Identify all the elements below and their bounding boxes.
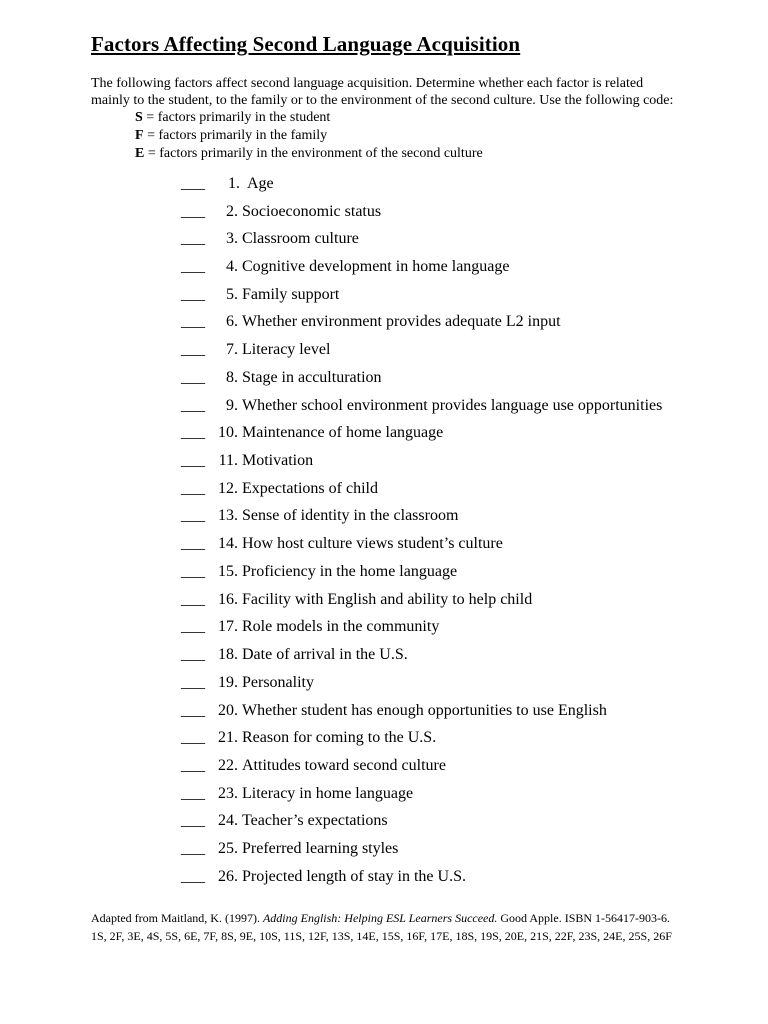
item-label: Preferred learning styles bbox=[242, 840, 399, 858]
code-environment bbox=[135, 145, 483, 163]
item-label: Stage in acculturation bbox=[242, 368, 382, 386]
item-label: Whether environment provides adequate L2 input bbox=[242, 313, 561, 331]
item-number: 8. bbox=[226, 368, 238, 386]
answer-blank[interactable]: ___ bbox=[181, 479, 205, 497]
citation-prefix: Adapted from Maitland, K. (1997). bbox=[91, 911, 263, 925]
list-item bbox=[181, 752, 662, 780]
list-item bbox=[181, 336, 662, 364]
list-item bbox=[181, 419, 662, 447]
answer-blank[interactable]: ___ bbox=[181, 341, 205, 359]
list-item bbox=[181, 198, 662, 226]
code-description: = factors primarily in the family bbox=[143, 128, 328, 143]
item-number: 25. bbox=[218, 840, 238, 858]
citation-title: Adding English: Helping ESL Learners Succeed. bbox=[262, 911, 498, 925]
item-number: 1. bbox=[228, 174, 240, 192]
code-description: = factors primarily in the student bbox=[142, 110, 331, 125]
item-label: Whether school environment provides language use opportunities bbox=[242, 396, 663, 414]
list-item bbox=[181, 586, 662, 614]
item-label: Motivation bbox=[242, 452, 314, 470]
item-number: 15. bbox=[218, 562, 238, 580]
answer-key: 1S, 2F, 3E, 4S, 5S, 6E, 7F, 8S, 9E, 10S, 11S, 12F, 13S, 14E, 15S, 16F, 17E, 18S, 19S, 20E, 21S, 22F, 23S, 24E, 25S, 26F bbox=[91, 929, 672, 943]
item-label: Facility with English and ability to help child bbox=[242, 590, 533, 608]
list-item bbox=[181, 614, 662, 642]
page-title: Factors Affecting Second Language Acquisition bbox=[91, 32, 521, 56]
answer-blank[interactable]: ___ bbox=[181, 756, 205, 774]
item-number: 13. bbox=[218, 507, 238, 525]
citation bbox=[91, 909, 672, 927]
answer-blank[interactable]: ___ bbox=[181, 840, 205, 858]
answer-blank[interactable]: ___ bbox=[181, 535, 205, 553]
footer bbox=[91, 909, 672, 945]
item-number: 22. bbox=[218, 756, 238, 774]
code-letter: F bbox=[135, 128, 144, 143]
item-label: Reason for coming to the U.S. bbox=[242, 729, 437, 747]
answer-blank[interactable]: ___ bbox=[181, 729, 205, 747]
code-family bbox=[135, 127, 483, 145]
item-label: Socioeconomic status bbox=[242, 202, 382, 220]
list-item bbox=[181, 309, 662, 337]
answer-blank[interactable]: ___ bbox=[181, 396, 205, 414]
list-item bbox=[181, 724, 662, 752]
item-label: Whether student has enough opportunities to use English bbox=[242, 701, 607, 719]
list-item bbox=[181, 863, 662, 891]
citation-suffix: Good Apple. ISBN 1-56417-903-6. bbox=[497, 911, 671, 925]
list-item bbox=[181, 503, 662, 531]
answer-blank[interactable]: ___ bbox=[181, 562, 205, 580]
list-item bbox=[181, 170, 662, 198]
item-number: 17. bbox=[218, 618, 238, 636]
item-label: Age bbox=[247, 174, 274, 192]
answer-blank[interactable]: ___ bbox=[181, 673, 205, 691]
list-item bbox=[181, 475, 662, 503]
code-description: = factors primarily in the environment of the second culture bbox=[144, 146, 483, 161]
answer-blank[interactable]: ___ bbox=[181, 174, 205, 192]
item-number: 26. bbox=[218, 867, 238, 885]
item-number: 4. bbox=[226, 258, 238, 276]
item-number: 16. bbox=[218, 590, 238, 608]
instructions-line-1: The following factors affect second language acquisition. Determine whether each factor is related bbox=[91, 76, 644, 91]
instructions-line-2: mainly to the student, to the family or to the environment of the second culture. Use the following code: bbox=[91, 93, 674, 108]
item-label: Personality bbox=[242, 673, 314, 691]
item-label: Attitudes toward second culture bbox=[242, 756, 446, 774]
code-letter: S bbox=[135, 110, 143, 125]
item-number: 23. bbox=[218, 784, 238, 802]
item-label: Expectations of child bbox=[242, 479, 378, 497]
list-item bbox=[181, 225, 662, 253]
item-number: 6. bbox=[226, 313, 238, 331]
answer-blank[interactable]: ___ bbox=[181, 230, 205, 248]
answer-blank[interactable]: ___ bbox=[181, 313, 205, 331]
item-number: 5. bbox=[226, 285, 238, 303]
code-legend bbox=[135, 109, 483, 163]
item-label: Literacy in home language bbox=[242, 784, 414, 802]
factor-list bbox=[181, 170, 662, 891]
list-item bbox=[181, 641, 662, 669]
item-number: 24. bbox=[218, 812, 238, 830]
item-number: 14. bbox=[218, 535, 238, 553]
answer-blank[interactable]: ___ bbox=[181, 507, 205, 525]
list-item bbox=[181, 669, 662, 697]
answer-blank[interactable]: ___ bbox=[181, 368, 205, 386]
item-label: Teacher’s expectations bbox=[242, 812, 388, 830]
list-item bbox=[181, 835, 662, 863]
item-number: 2. bbox=[226, 202, 238, 220]
instructions bbox=[91, 75, 741, 109]
item-number: 10. bbox=[218, 424, 238, 442]
item-label: Proficiency in the home language bbox=[242, 562, 458, 580]
list-item bbox=[181, 808, 662, 836]
answer-blank[interactable]: ___ bbox=[181, 424, 205, 442]
item-number: 18. bbox=[218, 646, 238, 664]
answer-blank[interactable]: ___ bbox=[181, 258, 205, 276]
answer-blank[interactable]: ___ bbox=[181, 452, 205, 470]
answer-blank[interactable]: ___ bbox=[181, 701, 205, 719]
item-label: Sense of identity in the classroom bbox=[242, 507, 459, 525]
item-label: Family support bbox=[242, 285, 340, 303]
item-label: Role models in the community bbox=[242, 618, 440, 636]
item-label: How host culture views student’s culture bbox=[242, 535, 503, 553]
item-number: 19. bbox=[218, 673, 238, 691]
item-number: 3. bbox=[226, 230, 238, 248]
item-number: 21. bbox=[218, 729, 238, 747]
item-number: 11. bbox=[218, 452, 238, 470]
answer-blank[interactable]: ___ bbox=[181, 285, 205, 303]
answer-blank[interactable]: ___ bbox=[181, 618, 205, 636]
list-item bbox=[181, 697, 662, 725]
item-number: 9. bbox=[226, 396, 238, 414]
answer-blank[interactable]: ___ bbox=[181, 812, 205, 830]
item-label: Date of arrival in the U.S. bbox=[242, 646, 408, 664]
list-item bbox=[181, 780, 662, 808]
list-item bbox=[181, 281, 662, 309]
list-item bbox=[181, 253, 662, 281]
code-student bbox=[135, 109, 483, 127]
item-label: Classroom culture bbox=[242, 230, 359, 248]
item-label: Literacy level bbox=[242, 341, 331, 359]
item-label: Maintenance of home language bbox=[242, 424, 444, 442]
item-number: 7. bbox=[226, 341, 238, 359]
item-number: 12. bbox=[218, 479, 238, 497]
answer-blank[interactable]: ___ bbox=[181, 590, 205, 608]
item-number: 20. bbox=[218, 701, 238, 719]
list-item bbox=[181, 447, 662, 475]
item-label: Projected length of stay in the U.S. bbox=[242, 867, 466, 885]
list-item bbox=[181, 364, 662, 392]
list-item bbox=[181, 530, 662, 558]
answer-blank[interactable]: ___ bbox=[181, 867, 205, 885]
answer-blank[interactable]: ___ bbox=[181, 202, 205, 220]
answer-blank[interactable]: ___ bbox=[181, 646, 205, 664]
list-item bbox=[181, 392, 662, 420]
list-item bbox=[181, 558, 662, 586]
code-letter: E bbox=[135, 146, 145, 161]
item-label: Cognitive development in home language bbox=[242, 258, 510, 276]
answer-blank[interactable]: ___ bbox=[181, 784, 205, 802]
